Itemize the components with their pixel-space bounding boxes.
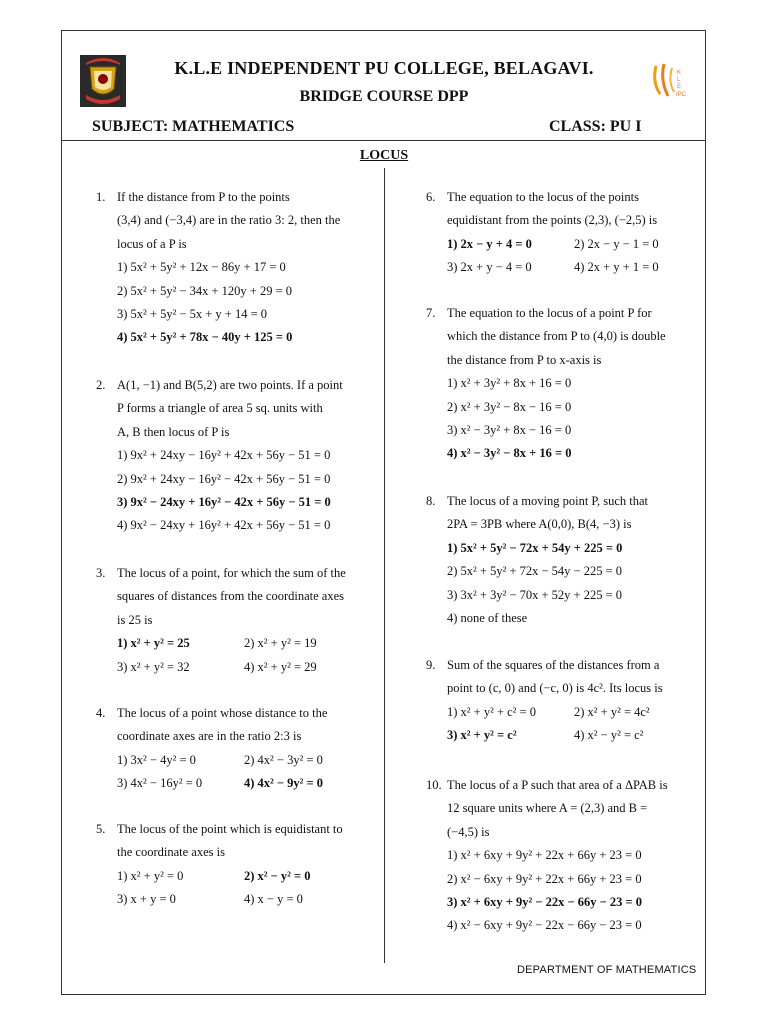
answer-option: 2) x² − 6xy + 9y² + 22x + 66y + 23 = 0 bbox=[447, 871, 642, 886]
answer-option: 1) x² + y² + c² = 0 bbox=[447, 704, 536, 719]
question-body bbox=[447, 302, 666, 466]
answer-option-correct: 1) 5x² + 5y² − 72x + 54y + 225 = 0 bbox=[447, 540, 623, 555]
question-number: 1. bbox=[96, 190, 106, 204]
option-row bbox=[447, 701, 663, 724]
question-body bbox=[117, 702, 327, 796]
question-text-line: which the distance from P to (4,0) is double bbox=[447, 329, 666, 344]
column-divider bbox=[384, 168, 385, 963]
answer-option: 2) 4x² − 3y² = 0 bbox=[244, 752, 323, 767]
answer-option: 2) x² + 3y² − 8x − 16 = 0 bbox=[447, 399, 572, 414]
question-text-line: the coordinate axes is bbox=[117, 845, 225, 860]
answer-option: 2) x² + y² = 4c² bbox=[574, 704, 650, 719]
answer-option: 1) x² + 3y² + 8x + 16 = 0 bbox=[447, 376, 572, 391]
option-row bbox=[447, 233, 659, 256]
answer-option: 4) 9x² − 24xy + 16y² + 42x + 56y − 51 = 0 bbox=[117, 518, 331, 533]
answer-option-correct: 4) 5x² + 5y² + 78x − 40y + 125 = 0 bbox=[117, 330, 293, 345]
option-row bbox=[117, 865, 343, 888]
answer-option: 2) 5x² + 5y² + 72x − 54y − 225 = 0 bbox=[447, 564, 623, 579]
answer-option-correct: 4) 4x² − 9y² = 0 bbox=[244, 776, 324, 791]
answer-option: 2) 2x − y − 1 = 0 bbox=[574, 236, 659, 251]
question-number: 10. bbox=[426, 778, 442, 792]
answer-option-correct: 2) x² − y² = 0 bbox=[244, 868, 311, 883]
question-number: 9. bbox=[426, 658, 436, 672]
option-row bbox=[117, 656, 346, 679]
subject-label: SUBJECT: MATHEMATICS bbox=[92, 118, 295, 135]
question-body bbox=[117, 374, 343, 538]
question-text-line: The equation to the locus of a point P for bbox=[447, 306, 652, 320]
answer-option-correct: 1) x² + y² = 25 bbox=[117, 636, 190, 651]
topic-text: LOCUS bbox=[359, 148, 409, 163]
answer-option-correct: 4) x² − 3y² − 8x + 16 = 0 bbox=[447, 446, 572, 461]
dpp-title: BRIDGE COURSE DPP bbox=[299, 88, 469, 105]
question-number: 6. bbox=[426, 190, 436, 204]
question-text-line: Sum of the squares of the distances from a bbox=[447, 658, 660, 672]
question-text-line: The equation to the locus of the points bbox=[447, 190, 639, 204]
answer-option: 4) x − y = 0 bbox=[244, 892, 303, 907]
question-body bbox=[447, 774, 668, 938]
topic-title bbox=[0, 148, 768, 164]
question-text-line: point to (c, 0) and (−c, 0) is 4c². Its locus is bbox=[447, 681, 663, 696]
question-body bbox=[447, 490, 648, 630]
answer-option: 3) 3x² + 3y² − 70x + 52y + 225 = 0 bbox=[447, 587, 623, 602]
svg-text:L: L bbox=[677, 77, 681, 83]
answer-option: 4) 2x + y + 1 = 0 bbox=[574, 260, 659, 275]
question-number: 2. bbox=[96, 378, 106, 392]
footer-department: DEPARTMENT OF MATHEMATICS bbox=[517, 964, 697, 976]
answer-option: 1) 9x² + 24xy − 16y² + 42x + 56y − 51 = 0 bbox=[117, 448, 331, 463]
svg-text:IPC: IPC bbox=[676, 92, 687, 98]
answer-option: 2) x² + y² = 19 bbox=[244, 636, 317, 651]
question-text-line: squares of distances from the coordinate axes bbox=[117, 589, 345, 604]
svg-text:K: K bbox=[677, 70, 682, 76]
question-body bbox=[117, 186, 340, 350]
question-text-line: A(1, −1) and B(5,2) are two points. If a point bbox=[117, 378, 343, 392]
question-text-line: The locus of a P such that area of a ΔPAB is bbox=[447, 778, 668, 792]
question-text-line: The locus of a moving point P, such that bbox=[447, 494, 649, 508]
question-text-line: The locus of the point which is equidistant to bbox=[117, 822, 343, 836]
option-row bbox=[117, 749, 327, 772]
answer-option: 2) 5x² + 5y² − 34x + 120y + 29 = 0 bbox=[117, 283, 293, 298]
college-name: K.L.E INDEPENDENT PU COLLEGE, BELAGAVI. bbox=[174, 58, 594, 78]
header-divider bbox=[61, 140, 706, 141]
answer-option: 4) x² − y² = c² bbox=[574, 728, 644, 743]
question-text-line: (−4,5) is bbox=[447, 824, 490, 839]
question-number: 5. bbox=[96, 822, 106, 836]
question-text-line: The locus of a point whose distance to the bbox=[117, 706, 328, 720]
question-number: 8. bbox=[426, 494, 436, 508]
answer-option: 1) 5x² + 5y² + 12x − 86y + 17 = 0 bbox=[117, 260, 286, 275]
question-text-line: P forms a triangle of area 5 sq. units with bbox=[117, 401, 323, 416]
answer-option: 1) 3x² − 4y² = 0 bbox=[117, 752, 196, 767]
question-text-line: A, B then locus of P is bbox=[117, 424, 230, 439]
answer-option-correct: 3) x² + y² = c² bbox=[447, 728, 517, 743]
question-number: 7. bbox=[426, 306, 436, 320]
answer-option: 4) x² + y² = 29 bbox=[244, 659, 317, 674]
option-row bbox=[117, 632, 346, 655]
class-label: CLASS: PU I bbox=[549, 118, 642, 135]
answer-option: 3) 4x² − 16y² = 0 bbox=[117, 776, 203, 791]
answer-option-correct: 3) x² + 6xy + 9y² − 22x − 66y − 23 = 0 bbox=[447, 894, 643, 909]
question-body bbox=[447, 654, 663, 748]
answer-option: 3) 2x + y − 4 = 0 bbox=[447, 260, 532, 275]
answer-option-correct: 3) 9x² − 24xy + 16y² − 42x + 56y − 51 = 0 bbox=[117, 494, 331, 509]
option-row bbox=[117, 888, 343, 911]
answer-option: 3) x² − 3y² + 8x − 16 = 0 bbox=[447, 422, 572, 437]
answer-option: 3) x² + y² = 32 bbox=[117, 659, 190, 674]
question-text-line: If the distance from P to the points bbox=[117, 190, 290, 204]
answer-option: 1) x² + 6xy + 9y² + 22x + 66y + 23 = 0 bbox=[447, 848, 642, 863]
question-text-line: equidistant from the points (2,3), (−2,5) is bbox=[447, 213, 658, 228]
answer-option: 1) x² + y² = 0 bbox=[117, 868, 184, 883]
question-number: 3. bbox=[96, 566, 106, 580]
question-text-line: is 25 is bbox=[117, 612, 153, 627]
question-text-line: the distance from P to x-axis is bbox=[447, 352, 602, 367]
answer-option: 3) 5x² + 5y² − 5x + y + 14 = 0 bbox=[117, 306, 268, 321]
svg-text:E: E bbox=[677, 84, 682, 90]
question-text-line: The locus of a point, for which the sum of the bbox=[117, 566, 346, 580]
question-text-line: 12 square units where A = (2,3) and B = bbox=[447, 801, 648, 816]
answer-option-correct: 1) 2x − y + 4 = 0 bbox=[447, 236, 532, 251]
question-text-line: 2PA = 3PB where A(0,0), B(4, −3) is bbox=[447, 517, 632, 532]
question-number: 4. bbox=[96, 706, 106, 720]
answer-option: 4) none of these bbox=[447, 610, 528, 625]
question-text-line: (3,4) and (−3,4) are in the ratio 3: 2, then the bbox=[117, 213, 341, 228]
answer-option: 3) x + y = 0 bbox=[117, 892, 176, 907]
option-row bbox=[447, 256, 659, 279]
question-text-line: locus of a P is bbox=[117, 236, 187, 251]
question-body bbox=[117, 562, 346, 679]
question-text-line: coordinate axes are in the ratio 2:3 is bbox=[117, 729, 302, 744]
option-row bbox=[447, 724, 663, 747]
question-body bbox=[447, 186, 659, 280]
question-body bbox=[117, 818, 343, 912]
answer-option: 2) 9x² + 24xy − 16y² − 42x + 56y − 51 = 0 bbox=[117, 471, 331, 486]
option-row bbox=[117, 772, 327, 795]
answer-option: 4) x² − 6xy + 9y² − 22x − 66y − 23 = 0 bbox=[447, 918, 642, 933]
